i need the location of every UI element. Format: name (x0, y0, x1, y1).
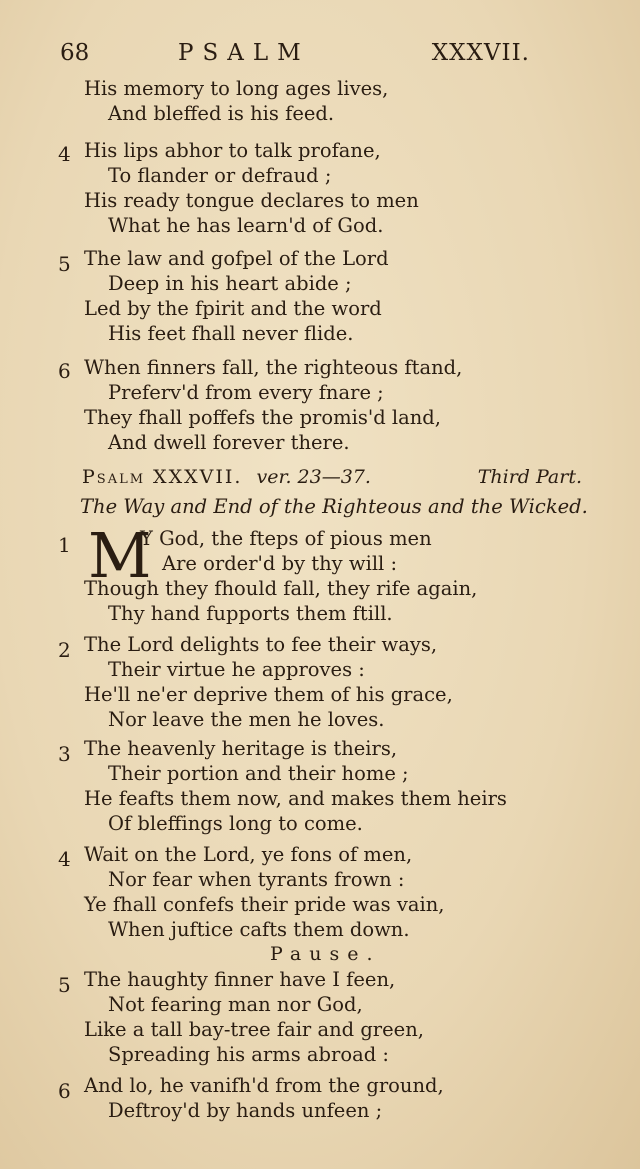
verse-line: His ready tongue declares to men (84, 189, 419, 212)
stanza-number: 2 (58, 638, 71, 662)
page-number: 68 (60, 40, 90, 66)
verse-line: The Lord delights to fee their ways, (84, 633, 438, 656)
drop-cap: M (88, 519, 152, 592)
stanza-number: 6 (58, 359, 71, 383)
verse-line: To flander or defraud ; (108, 164, 332, 187)
verse-line: He feafts them now, and makes them heirs (84, 787, 507, 810)
running-title: PSALM (178, 40, 310, 66)
verse-line: Thy hand fupports them ftill. (108, 602, 393, 625)
part-verses: ver. 23—37. (256, 466, 371, 488)
verse-line: His feet fhall never flide. (108, 322, 354, 345)
pause-label: Pause. (270, 943, 381, 965)
verse-line: They fhall poffefs the promis'd land, (84, 406, 441, 429)
verse-line: Are order'd by thy will : (162, 552, 398, 575)
stanza-number: 5 (58, 252, 71, 276)
verse-line: Nor fear when tyrants frown : (108, 868, 405, 891)
verse-line: Wait on the Lord, ye fons of men, (84, 843, 413, 866)
stanza-number: 4 (58, 142, 71, 166)
part-label: Third Part. (477, 466, 582, 488)
verse-line: He'll ne'er deprive them of his grace, (84, 683, 453, 706)
verse-line: His memory to long ages lives, (84, 77, 389, 100)
stanza-number: 3 (58, 742, 71, 766)
stanza-number: 1 (58, 533, 71, 557)
part-psalm: Psalm XXXVII. (82, 466, 243, 488)
verse-line: Like a tall bay-tree fair and green, (84, 1018, 424, 1041)
stanza-number: 6 (58, 1079, 71, 1103)
verse-line: Though they fhould fall, they rife again, (84, 577, 478, 600)
verse-line: Not fearing man nor God, (108, 993, 363, 1016)
verse-line: Preferv'd from every fnare ; (108, 381, 384, 404)
verse-line: Their portion and their home ; (108, 762, 409, 785)
psalm-number: XXXVII. (431, 40, 530, 66)
verse-line: Nor leave the men he loves. (108, 708, 385, 731)
verse-line: And dwell forever there. (108, 431, 350, 454)
verse-line: Deep in his heart abide ; (108, 272, 352, 295)
verse-line: Ye fhall confefs their pride was vain, (84, 893, 445, 916)
verse-line: And lo, he vanifh'd from the ground, (84, 1074, 444, 1097)
stanza-number: 5 (58, 973, 71, 997)
verse-line: Y God, the fteps of pious men (140, 527, 432, 550)
page-header (60, 40, 530, 74)
hymn-subtitle: The Way and End of the Righteous and the Wicked. (80, 495, 588, 518)
verse-line: Of bleffings long to come. (108, 812, 363, 835)
verse-line: What he has learn'd of God. (108, 214, 384, 237)
verse-line: Spreading his arms abroad : (108, 1043, 389, 1066)
verse-line: When finners fall, the righteous ftand, (84, 356, 463, 379)
verse-line: Led by the fpirit and the word (84, 297, 382, 320)
verse-line: When juftice cafts them down. (108, 918, 410, 941)
verse-line: Deftroy'd by hands unfeen ; (108, 1099, 383, 1122)
verse-line: His lips abhor to talk profane, (84, 139, 381, 162)
verse-line: And bleffed is his feed. (108, 102, 335, 125)
stanza-number: 4 (58, 847, 71, 871)
verse-line: The heavenly heritage is theirs, (84, 737, 398, 760)
verse-line: The law and gofpel of the Lord (84, 247, 389, 270)
verse-line: Their virtue he approves : (108, 658, 365, 681)
verse-line: The haughty finner have I feen, (84, 968, 396, 991)
